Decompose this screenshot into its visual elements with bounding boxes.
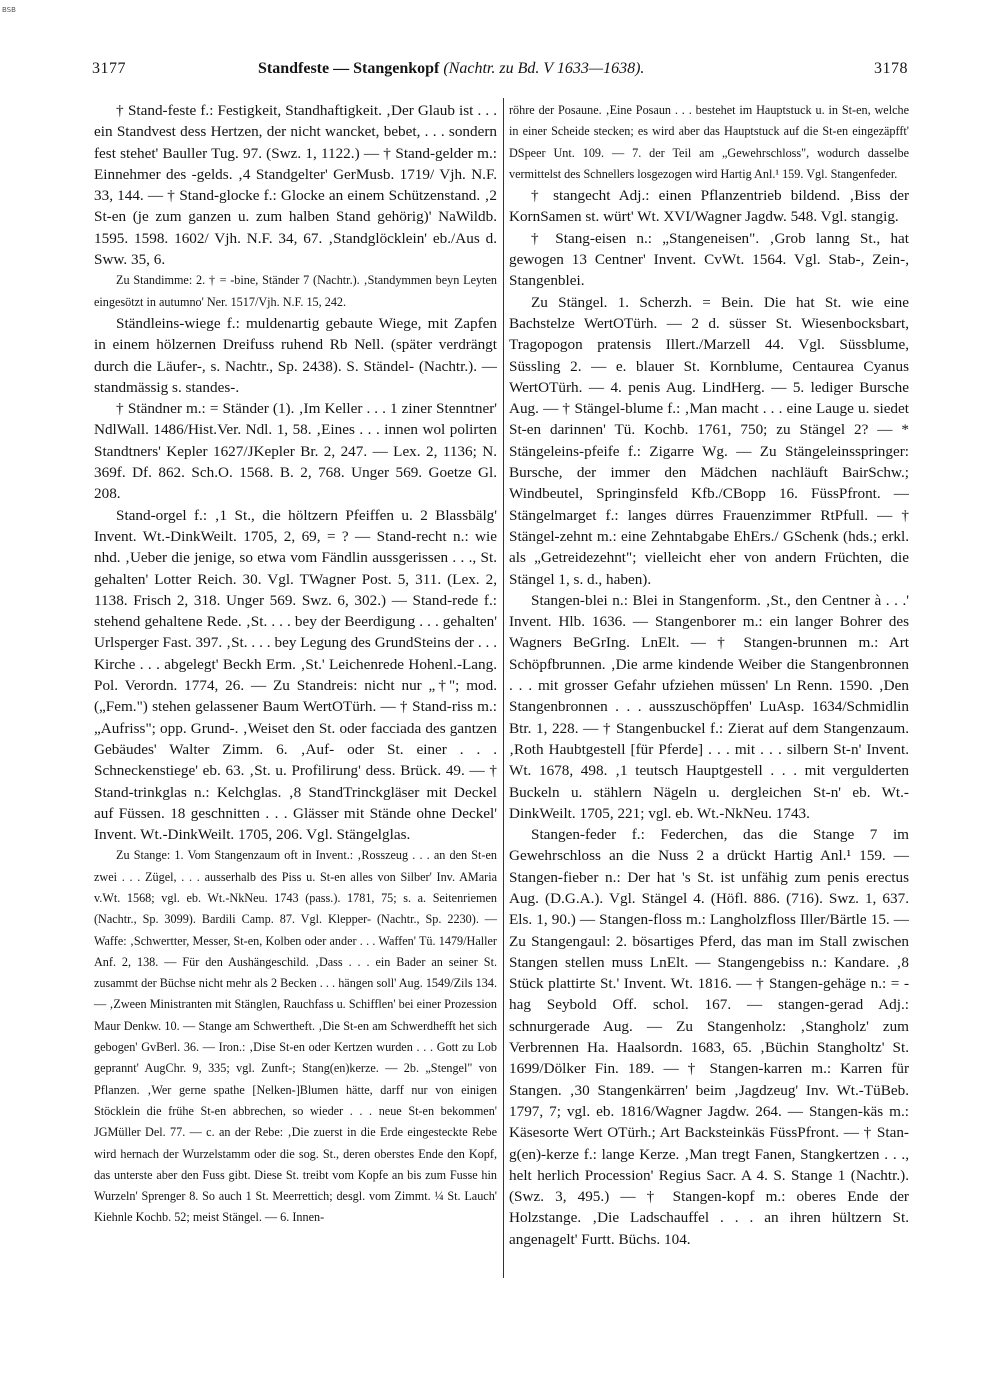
dictionary-entry: † Ständner m.: = Ständer (1). ‚Im Keller . . . 1 ziner Stenntner' NdlWall. 1486/Hist.Ver. Ndl. 1, 58. ‚Eines . . . innen wol polirten Standtners' Kepler 1627/JKepler Br. 2, 247. — Lex. 2, 1136; N. 369f. Df. 862. Sch.O. 1568. B. 2, 768. Unger 569. Goetze Gl. 208. bbox=[94, 400, 497, 503]
right-column bbox=[509, 100, 909, 1250]
dictionary-entry: Zu Stängel. 1. Scherzh. = Bein. Die hat St. wie eine Bachstelze WertOTürh. — 2 d. süsser St. Wiesenbocksbart, Tragopogon pratensis Illert./Marzell 44. Vgl. Süssblume, Süssling 2. — e. blauer St. Kornblume, Centaurea Cyanus WertOTürh. — 4. penis Aug. LindHerg. — 5. lediger Bursche Aug. — † Stängel-blume f.: ‚Man macht . . . eine Lauge u. siedet St-en darinnen' Tü. Kochb. 1761, 750; zu Stängel 2? — * Stängeleins-pfeife f.: Zigarre Wg. — Zu Stängeleinsspringer: Bursche, der immer den Mädchen nachläuft BairSchw.; Windbeutel, Springinsfeld Kfb./CBopp 16. FüssPfront. — Stängelmarget f.: langes dürres Frauenzimmer RtPfull. — † Stängel-zehnt m.: eine Zehntabgabe EhErs./ GSchenk (hds.; erkl. als „Getreidezehnt"; vielleicht eher von andern Früchten, die Stängel 1, s. d., haben). bbox=[509, 293, 909, 588]
library-stamp: BSB bbox=[2, 6, 16, 14]
page-header bbox=[92, 60, 908, 86]
dictionary-entry: Zu Standimme: 2. † = -bine, Ständer 7 (Nachtr.). ‚Standymmen beyn Leyten eingesötzt in autumno' Ner. 1517/Vjh. N.F. 15, 242. bbox=[94, 273, 497, 309]
running-title-text: Standfeste — Stangenkopf bbox=[258, 60, 440, 77]
dictionary-entry: Zu Stange: 1. Vom Stangenzaum oft in Invent.: ‚Rosszeug . . . an den St-en zwei . . . Zügel, . . . ausserhalb des Piss u. St-en alles von Silber' Inv. AMaria v.Wt. 1568; vgl. eb. Wt.-NkNeu. 1743 (pass.). 1781, 75; s. a. Seitenriemen (Nachtr., Sp. 3099). Bardili Camp. 87. Vgl. Klepper- (Nachtr., Sp. 2230). — Waffe: ‚Schwertter, Messer, St-en, Kolben oder ander . . . Waffen' Tü. 1479/Haller Anf. 2, 138. — Für den Aushängeschild. ‚Dass . . . ein Bader an seiner St. zusammt der Büchse nicht mehr als 2 Becken . . . hängen soll' Aug. 1549/Zils 134. — ‚Zween Ministranten mit Stänglen, Rauchfass u. Schifflen' bei einer Prozession Maur Denkw. 10. — Stange am Schwertheft. ‚Die St-en am Schwerdhefft het sich gebogen' GvBerl. 36. — Iron.: ‚Dise St-en oder Kertzen wurden . . . Gott zu Lob geprannt' AugChr. 9, 335; vgl. Zunft-; Stang(en)kerze. — 2b. „Stengel" von Pflanzen. ‚Wer gerne spathe [Nelken-]Blumen hätte, darff nur von einigen Stöcklein die frühe St-en abbrechen, so wieder . . . neue St-en bekommen' JGMüller Del. 77. — c. an der Rebe: ‚Die zuerst in die Erde eingesteckte Rebe wird hernach der Wurzelstamm oder die sog. St., deren oberstes Ende den Kopf, das unterste aber den Fuss gibt. Diese St. treibt vom Kopfe an bis zum Fusse hin Wurzeln' Sprenger 8. So auch 1 St. Meerrettich; desgl. vom Zimmt. ¼ St. Lauch' Kiehnle Kochb. 52; meist Stängel. — 6. Innen- bbox=[94, 848, 497, 1225]
dictionary-entry: röhre der Posaune. ‚Eine Posaun . . . bestehet im Hauptstuck u. in St-en, welche in einer Scheide stecken; es wird aber das Hauptstuck auf die St-en eingezäpfft' DSpeer Unt. 109. — 7. der Teil am „Gewehrschloss", wodurch dasselbe vermittelst des Schnellers losgezogen wird Hartig Anl.¹ 159. Vgl. Stangenfeder. bbox=[509, 103, 909, 181]
dictionary-entry: Stangen-feder f.: Federchen, das die Stange 7 im Gewehrschloss an die Nuss 2 a drückt Hartig Anl.¹ 159. — Stangen-fieber n.: Der hat 's St. ist unfähig zum penis erectus Aug. (D.G.A.). Vgl. Stängel 4. (Höfl. 886. (716). Swz. 1, 637. Els. 1, 90.) — Stangen-floss m.: Langholzfloss Iller/Bärtle 15. — Zu Stangengaul: 2. bösartiges Pferd, das man im Stall zwischen Stangen stellen muss LnElt. — Stangengebiss n.: Kandare. ‚8 Stück plattirte St.' Invent. Wt. 1816. — † Stangen-gehäge n.: = -hag Seybold Off. schol. 167. — stangen-gerad Adj.: schnurgerade Aug. — Zu Stangenholz: ‚Stangholz' zum Verbrennen Ha. Haalsordn. 1683, 65. ‚Büchin Stangholtz' St. 1699/Dölker Fin. 189. — † Stangen-karren m.: Karren für Stangen. ‚30 Stangenkärren' beim ‚Jagdzeug' Inv. Wt.-TüBeb. 1797, 7; vgl. eb. 1816/Wagner Jagdw. 264. — Stangen-käs m.: Käsesorte Wert OTürh.; Art Backsteinkäs FüssPfront. — † Stan-g(en)-kerze f.: lange Kerze. ‚Man tregt Fanen, Stangkertzen . . ., helt herlich Procession' Regius Sacr. A 4. S. Stange 1 (Nachtr.). (Swz. 3, 495.) — † Stangen-kopf m.: oberes Ende der Holzstange. ‚Die Ladschauffel . . . an ihren hültzern St. angenagelt' Furtt. Büchs. 104. bbox=[509, 826, 909, 1248]
left-column bbox=[94, 100, 497, 1229]
page-number-left: 3177 bbox=[92, 60, 126, 77]
dictionary-entry: Stand-orgel f.: ‚1 St., die höltzern Pfeiffen u. 2 Blassbälg' Invent. Wt.-DinkWeilt. 1705, 2, 69, = ? — Stand-recht n.: wie nhd. ‚Ueber die jenige, so etwa vom Fändlin aussgerissen . . ., St. gehalten' Lotter Reich. 30. Vgl. TWagner Post. 5, 311. (Lex. 2, 1138. Frisch 2, 318. Unger 569. Swz. 6, 302.) — Stand-rede f.: stehend gehaltene Rede. ‚St. . . . bey der Beerdigung . . . gehalten' Urlsperger Fast. 397. ‚St. . . . bey Legung des GrundSteins der . . . Kirche . . . abgelegt' Beckh Erm. ‚St.' Leichenrede Hohenl.-Lang. Pol. Verordn. 1774, 26. — Zu Standreis: nicht nur „†"; mod. („Fem.") stehen gelassener Baum WertOTürh. — † Stand-riss m.: „Aufriss"; opp. Grund-. ‚Weiset den St. oder facciada des gantzen Gebäudes' Walter Zimm. 6. ‚Auf- oder St. einer . . . Schneckenstiege' eb. 63. ‚St. u. Profilirung' dess. Brück. 49. — † Stand-trinkglas n.: Kelchglas. ‚8 StandTrinckgläser mit Deckel auf Füssen. 18 geschnitten . . . Glässer mit Stände ohne Deckel' Invent. Wt.-DinkWeilt. 1705, 206. Vgl. Stängelglas. bbox=[94, 506, 497, 844]
dictionary-entry: Ständleins-wiege f.: muldenartig gebaute Wiege, mit Zapfen in einem hölzernen Dreifuss ruhend Rb Nell. (später verdrängt durch die Läufer-, s. Nachtr., Sp. 2438). S. Ständel- (Nachtr.). — standmässig s. standes-. bbox=[94, 314, 497, 396]
running-title-note: (Nachtr. zu Bd. V 1633—1638). bbox=[443, 60, 645, 77]
dictionary-entry: † Stand-feste f.: Festigkeit, Standhaftigkeit. ‚Der Glaub ist . . . ein Standvest dess Hertzen, der nicht wancket, bebet, . . . sondern fest stehet' Bauller Tug. 97. (Swz. 1, 1122.) — † Stand-gelder m.: Einnehmer des -gelds. ‚4 Standgelter' GerMusb. 1719/ Vjh. N.F. 33, 144. — † Stand-glocke f.: Glocke an einem Schützenstand. ‚2 St-en (je zum ganzen u. zum halben Stand gehörig)' NaWildb. 1595. 1598. 1602/ Vjh. N.F. 34, 67. ‚Standglöcklein' eb./Aus d. Sww. 35, 6. bbox=[94, 102, 497, 269]
dictionary-entry: † Stang-eisen n.: „Stangeneisen". ‚Grob lanng St., hat gewogen 13 Centner' Invent. CvWt. 1564. Vgl. Stab-, Zein-, Stangenblei. bbox=[509, 229, 909, 290]
page-number-right: 3178 bbox=[874, 60, 908, 77]
dictionary-entry: Stangen-blei n.: Blei in Stangenform. ‚St., den Centner à . . .' Invent. Hlb. 1636. — Stangenborer m.: ein langer Bohrer des Wagners BeGrIng. LnElt. — † Stangen-brunnen m.: Art Schöpfbrunnen. ‚Die arme kindende Weiber die Stangenbronnen . . . mit grosser Gefahr ufziehen müssen' Ln Renn. 1590. ‚Den Stangenbronnen . . . ausszuschöpffen' LuAsp. 1634/Schmidlin Btr. 1, 228. — † Stangenbuckel f.: Zierat auf dem Stangenzaum. ‚Roth Haubtgestell [für Pferde] . . . mit . . . silbern St-n' Invent. Wt. 1678, 498. ‚1 teutsch Hauptgestell . . . mit vergulderten Buckeln u. stählern Nägeln u. dergleichen St-n' eb. Wt.-DinkWeilt. 1705, 221; vgl. eb. Wt.-NkNeu. 1743. bbox=[509, 591, 909, 822]
running-title bbox=[258, 60, 644, 78]
dictionary-entry: † stangecht Adj.: einen Pflanzentrieb bildend. ‚Biss der KornSamen st. würt' Wt. XVI/Wagner Jagdw. 548. Vgl. stangig. bbox=[509, 187, 909, 226]
column-divider bbox=[503, 98, 504, 1278]
